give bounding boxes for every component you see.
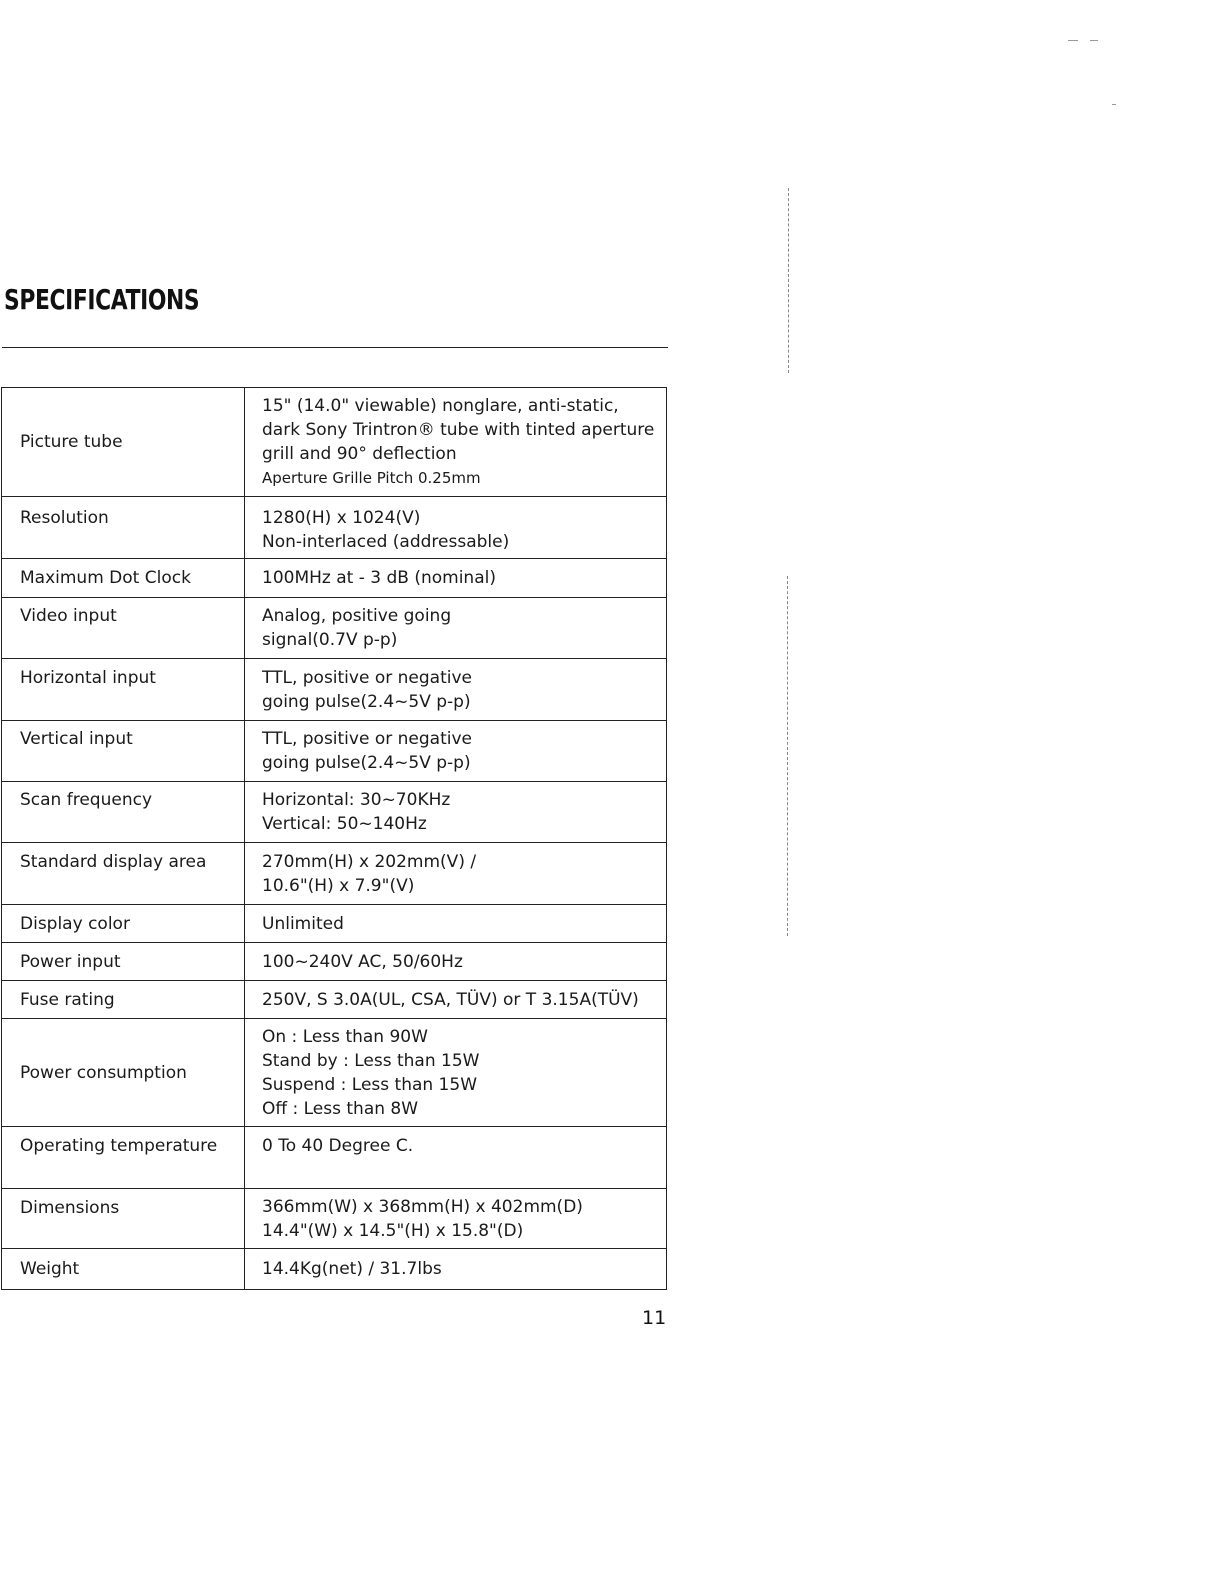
spec-value-line: On : Less than 90W (262, 1026, 428, 1047)
spec-value-line: Non-interlaced (addressable) (262, 532, 510, 552)
scan-margin-mark (787, 576, 788, 936)
spec-row-picture-tube (2, 388, 667, 497)
spec-value-line: Aperture Grille Pitch 0.25mm (262, 469, 481, 487)
spec-label: Maximum Dot Clock (2, 559, 245, 598)
spec-value-line: Off : Less than 8W (262, 1098, 419, 1119)
spec-label: Picture tube (2, 388, 245, 497)
spec-value-line: 100MHz at - 3 dB (nominal) (262, 568, 496, 588)
spec-value (245, 598, 667, 659)
page-title: SPECIFICATIONS (4, 283, 200, 316)
spec-value-line: 0 To 40 Degree C. (262, 1136, 414, 1156)
spec-value (245, 659, 667, 721)
spec-label: Standard display area (2, 843, 245, 905)
spec-value-line: Suspend : Less than 15W (262, 1074, 477, 1095)
scan-speck (1112, 104, 1116, 105)
specifications-table (1, 387, 667, 1290)
spec-value (245, 497, 667, 559)
spec-value-line: dark Sony Trintron® tube with tinted aperture (262, 420, 655, 440)
page-number: 11 (642, 1307, 667, 1329)
spec-value-line: TTL, positive or negative (262, 729, 472, 749)
spec-value-line: Vertical: 50~140Hz (262, 814, 427, 834)
spec-value-line: signal(0.7V p-p) (262, 630, 398, 650)
spec-value (245, 843, 667, 905)
spec-label: Vertical input (2, 721, 245, 782)
spec-row-power-consumption (2, 1019, 667, 1127)
spec-row-vertical-input (2, 721, 667, 782)
spec-row-display-color (2, 905, 667, 943)
spec-value-line: 366mm(W) x 368mm(H) x 402mm(D) (262, 1197, 583, 1217)
spec-label: Video input (2, 598, 245, 659)
spec-value-line: going pulse(2.4~5V p-p) (262, 753, 471, 773)
spec-value (245, 782, 667, 843)
spec-value (245, 981, 667, 1019)
spec-row-standard-display-area (2, 843, 667, 905)
scan-speck (1068, 40, 1078, 41)
spec-value-line: 100~240V AC, 50/60Hz (262, 951, 463, 972)
spec-value-line: 14.4"(W) x 14.5"(H) x 15.8"(D) (262, 1221, 524, 1241)
spec-value-line: Analog, positive going (262, 606, 452, 626)
spec-value-line: 250V, S 3.0A(UL, CSA, TÜV) or T 3.15A(TÜV) (262, 989, 639, 1010)
spec-value-line: Unlimited (262, 913, 344, 934)
spec-value-line: 1280(H) x 1024(V) (262, 508, 421, 528)
spec-value-line: going pulse(2.4~5V p-p) (262, 692, 471, 712)
spec-label: Fuse rating (2, 981, 245, 1019)
spec-row-power-input (2, 943, 667, 981)
spec-label: Horizontal input (2, 659, 245, 721)
spec-label: Display color (2, 905, 245, 943)
spec-value (245, 1019, 667, 1127)
spec-value (245, 1189, 667, 1249)
spec-label: Dimensions (2, 1189, 245, 1249)
spec-value-line: 14.4Kg(net) / 31.7lbs (262, 1259, 442, 1279)
spec-label: Power input (2, 943, 245, 981)
spec-row-resolution (2, 497, 667, 559)
spec-row-operating-temperature (2, 1127, 667, 1189)
spec-value-line: Stand by : Less than 15W (262, 1050, 480, 1071)
scan-speck (1090, 40, 1098, 41)
spec-value (245, 388, 667, 497)
spec-row-dimensions (2, 1189, 667, 1249)
spec-label: Resolution (2, 497, 245, 559)
spec-row-fuse-rating (2, 981, 667, 1019)
spec-row-scan-frequency (2, 782, 667, 843)
spec-value (245, 721, 667, 782)
spec-row-maximum-dot-clock (2, 559, 667, 598)
spec-label: Operating temperature (2, 1127, 245, 1189)
spec-value (245, 1127, 667, 1189)
spec-value-line: Horizontal: 30~70KHz (262, 790, 451, 810)
spec-value-line: 15" (14.0" viewable) nonglare, anti-static, (262, 396, 619, 416)
spec-label: Power consumption (2, 1019, 245, 1127)
spec-value (245, 905, 667, 943)
spec-row-video-input (2, 598, 667, 659)
spec-label: Weight (2, 1249, 245, 1290)
spec-value-line: 270mm(H) x 202mm(V) / (262, 852, 477, 872)
spec-value (245, 559, 667, 598)
spec-row-horizontal-input (2, 659, 667, 721)
spec-value (245, 1249, 667, 1290)
spec-value (245, 943, 667, 981)
title-divider (2, 347, 668, 348)
spec-value-line: 10.6"(H) x 7.9"(V) (262, 876, 415, 896)
spec-value-line: TTL, positive or negative (262, 668, 472, 688)
spec-label: Scan frequency (2, 782, 245, 843)
scan-margin-mark (788, 188, 789, 373)
spec-value-line: grill and 90° deflection (262, 444, 457, 464)
spec-row-weight (2, 1249, 667, 1290)
